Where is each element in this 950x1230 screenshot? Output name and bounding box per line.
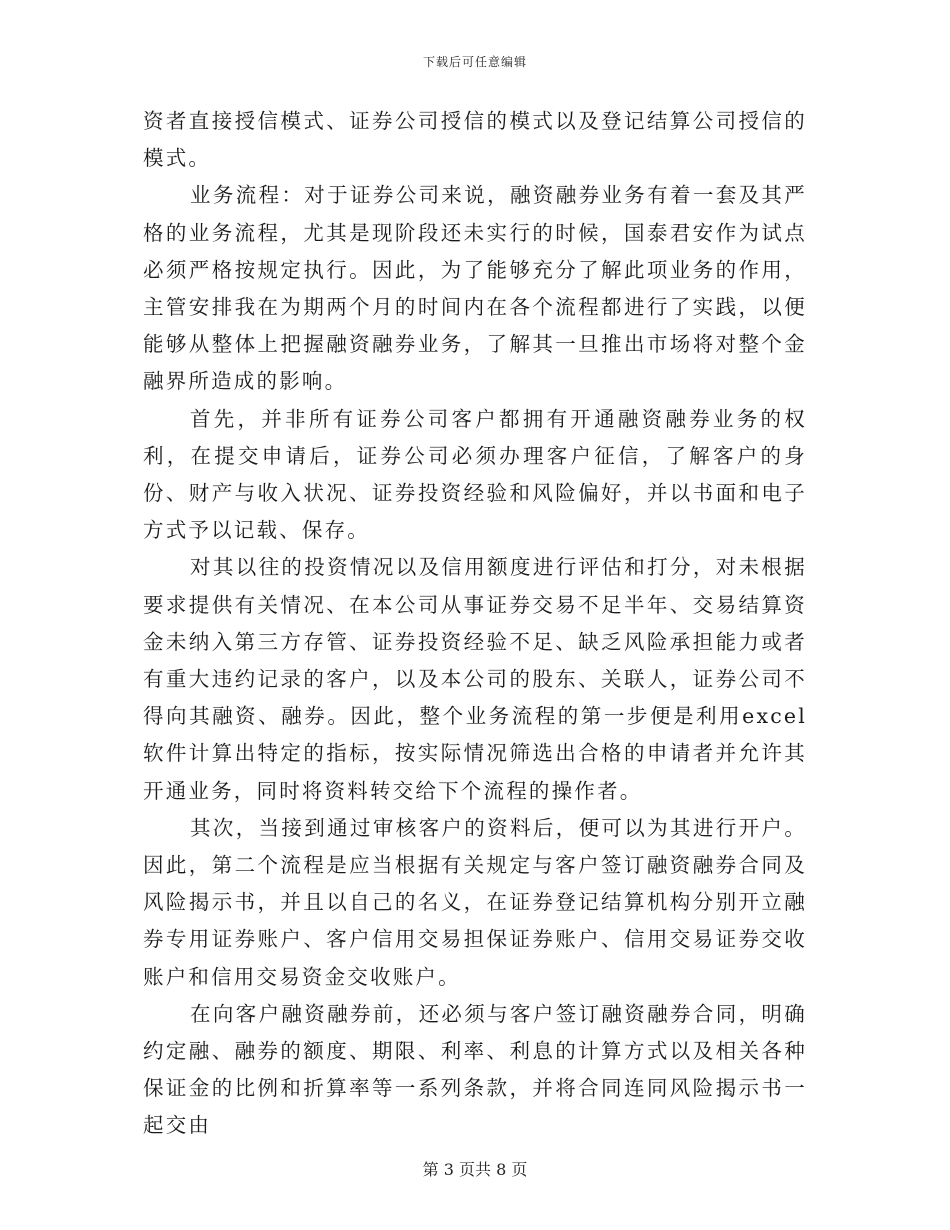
paragraph-4: 对其以往的投资情况以及信用额度进行评估和打分，对未根据要求提供有关情况、在本公司从事证券交易不足半年、交易结算资金未纳入第三方存管、证券投资经验不足、缺乏风险承担能力或者有重大违约记录的客户，以及本公司的股东、关联人，证券公司不得向其融资、融券。因此，整个业务流程的第一步便是利用excel软件计算出特定的指标，按实际情况筛选出合格的申请者并允许其开通业务，同时将资料转交给下个流程的操作者。 <box>143 555 807 803</box>
paragraph-1: 资者直接授信模式、证券公司授信的模式以及登记结算公司授信的模式。 <box>143 109 807 171</box>
paragraph-5: 其次，当接到通过审核客户的资料后，便可以为其进行开户。因此，第二个流程是应当根据有关规定与客户签订融资融券合同及风险揭示书，并且以自己的名义，在证券登记结算机构分别开立融券专用证券账户、客户信用交易担保证券账户、信用交易证券交收账户和信用交易资金交收账户。 <box>143 815 807 989</box>
page-header: 下载后可任意编辑 <box>422 55 527 69</box>
page-number-footer: 第 3 页共 8 页 <box>422 1160 528 1179</box>
document-body <box>143 103 807 1145</box>
paragraph-3: 首先，并非所有证券公司客户都拥有开通融资融券业务的权利，在提交申请后，证券公司必须办理客户征信，了解客户的身份、财产与收入状况、证券投资经验和风险偏好，并以书面和电子方式予以记载、保存。 <box>143 406 807 543</box>
paragraph-2: 业务流程：对于证券公司来说，融资融券业务有着一套及其严格的业务流程，尤其是现阶段还未实行的时候，国泰君安作为试点必须严格按规定执行。因此，为了能够充分了解此项业务的作用，主管安排我在为期两个月的时间内在各个流程都进行了实践，以便能够从整体上把握融资融券业务，了解其一旦推出市场将对整个金融界所造成的影响。 <box>143 183 807 394</box>
paragraph-6: 在向客户融资融券前，还必须与客户签订融资融券合同，明确约定融、融券的额度、期限、利率、利息的计算方式以及相关各种保证金的比例和折算率等一系列条款，并将合同连同风险揭示书一起交由 <box>143 1001 807 1138</box>
